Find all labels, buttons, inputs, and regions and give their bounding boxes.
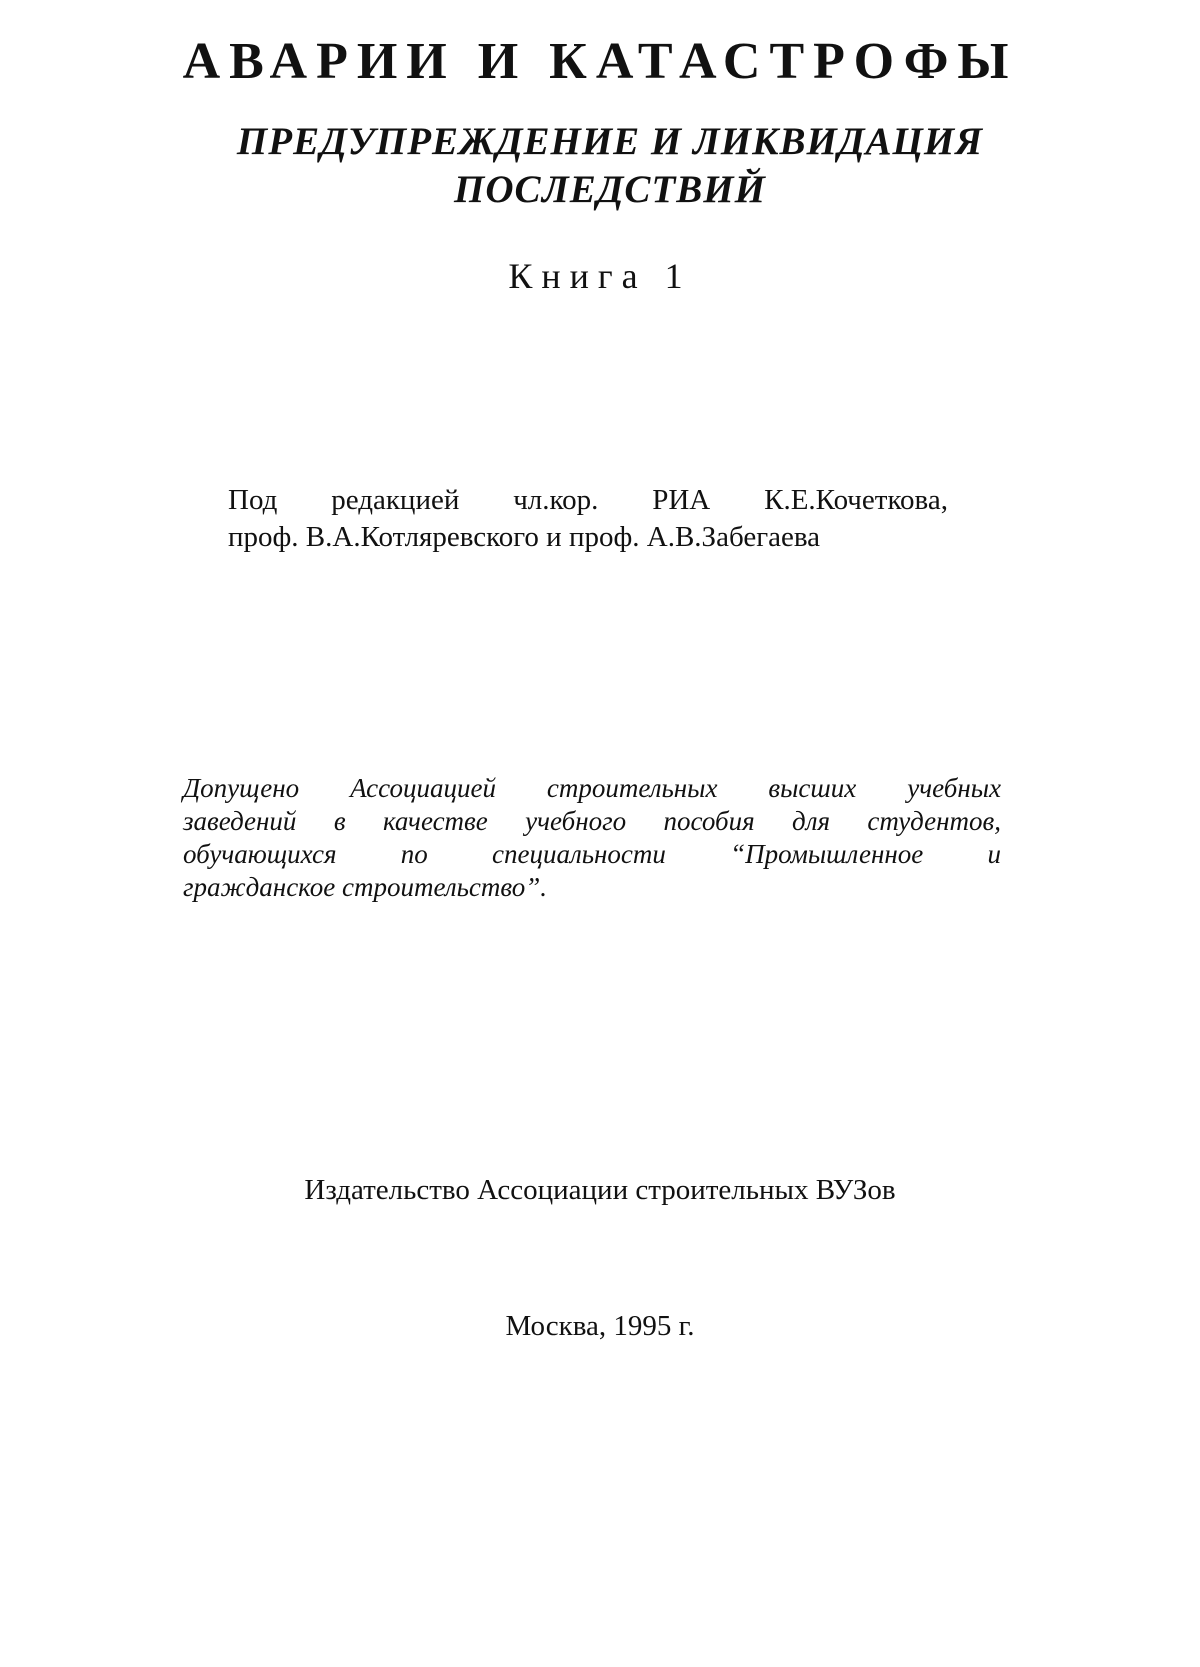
- editors-line-1: Под редакцией чл.кор. РИА К.Е.Кочеткова,: [228, 484, 948, 516]
- subtitle-line-1: ПРЕДУПРЕЖДЕНИЕ И ЛИКВИДАЦИЯ: [236, 120, 984, 163]
- book-subtitle: [200, 118, 1020, 214]
- approval-line-4: гражданское строительство”.: [183, 872, 547, 902]
- publication-city-year: Москва, 1995 г.: [505, 1310, 695, 1342]
- book-title: АВАРИИ И КАТАСТРОФЫ: [182, 33, 1018, 90]
- approval-line-2: заведений в качестве учебного пособия для студентов,: [183, 806, 1001, 836]
- approval-note: [183, 772, 1001, 904]
- editors-block: [228, 482, 948, 556]
- publisher-name: Издательство Ассоциации строительных ВУЗов: [304, 1174, 896, 1206]
- approval-line-3: обучающихся по специальности “Промышленное и: [183, 839, 1001, 869]
- editors-line-2: проф. В.А.Котляревского и проф. А.В.Забегаева: [228, 521, 821, 553]
- approval-line-1: Допущено Ассоциацией строительных высших учебных: [183, 773, 1001, 803]
- book-volume-label: Книга 1: [508, 256, 692, 296]
- subtitle-line-2: ПОСЛЕДСТВИЙ: [454, 168, 766, 211]
